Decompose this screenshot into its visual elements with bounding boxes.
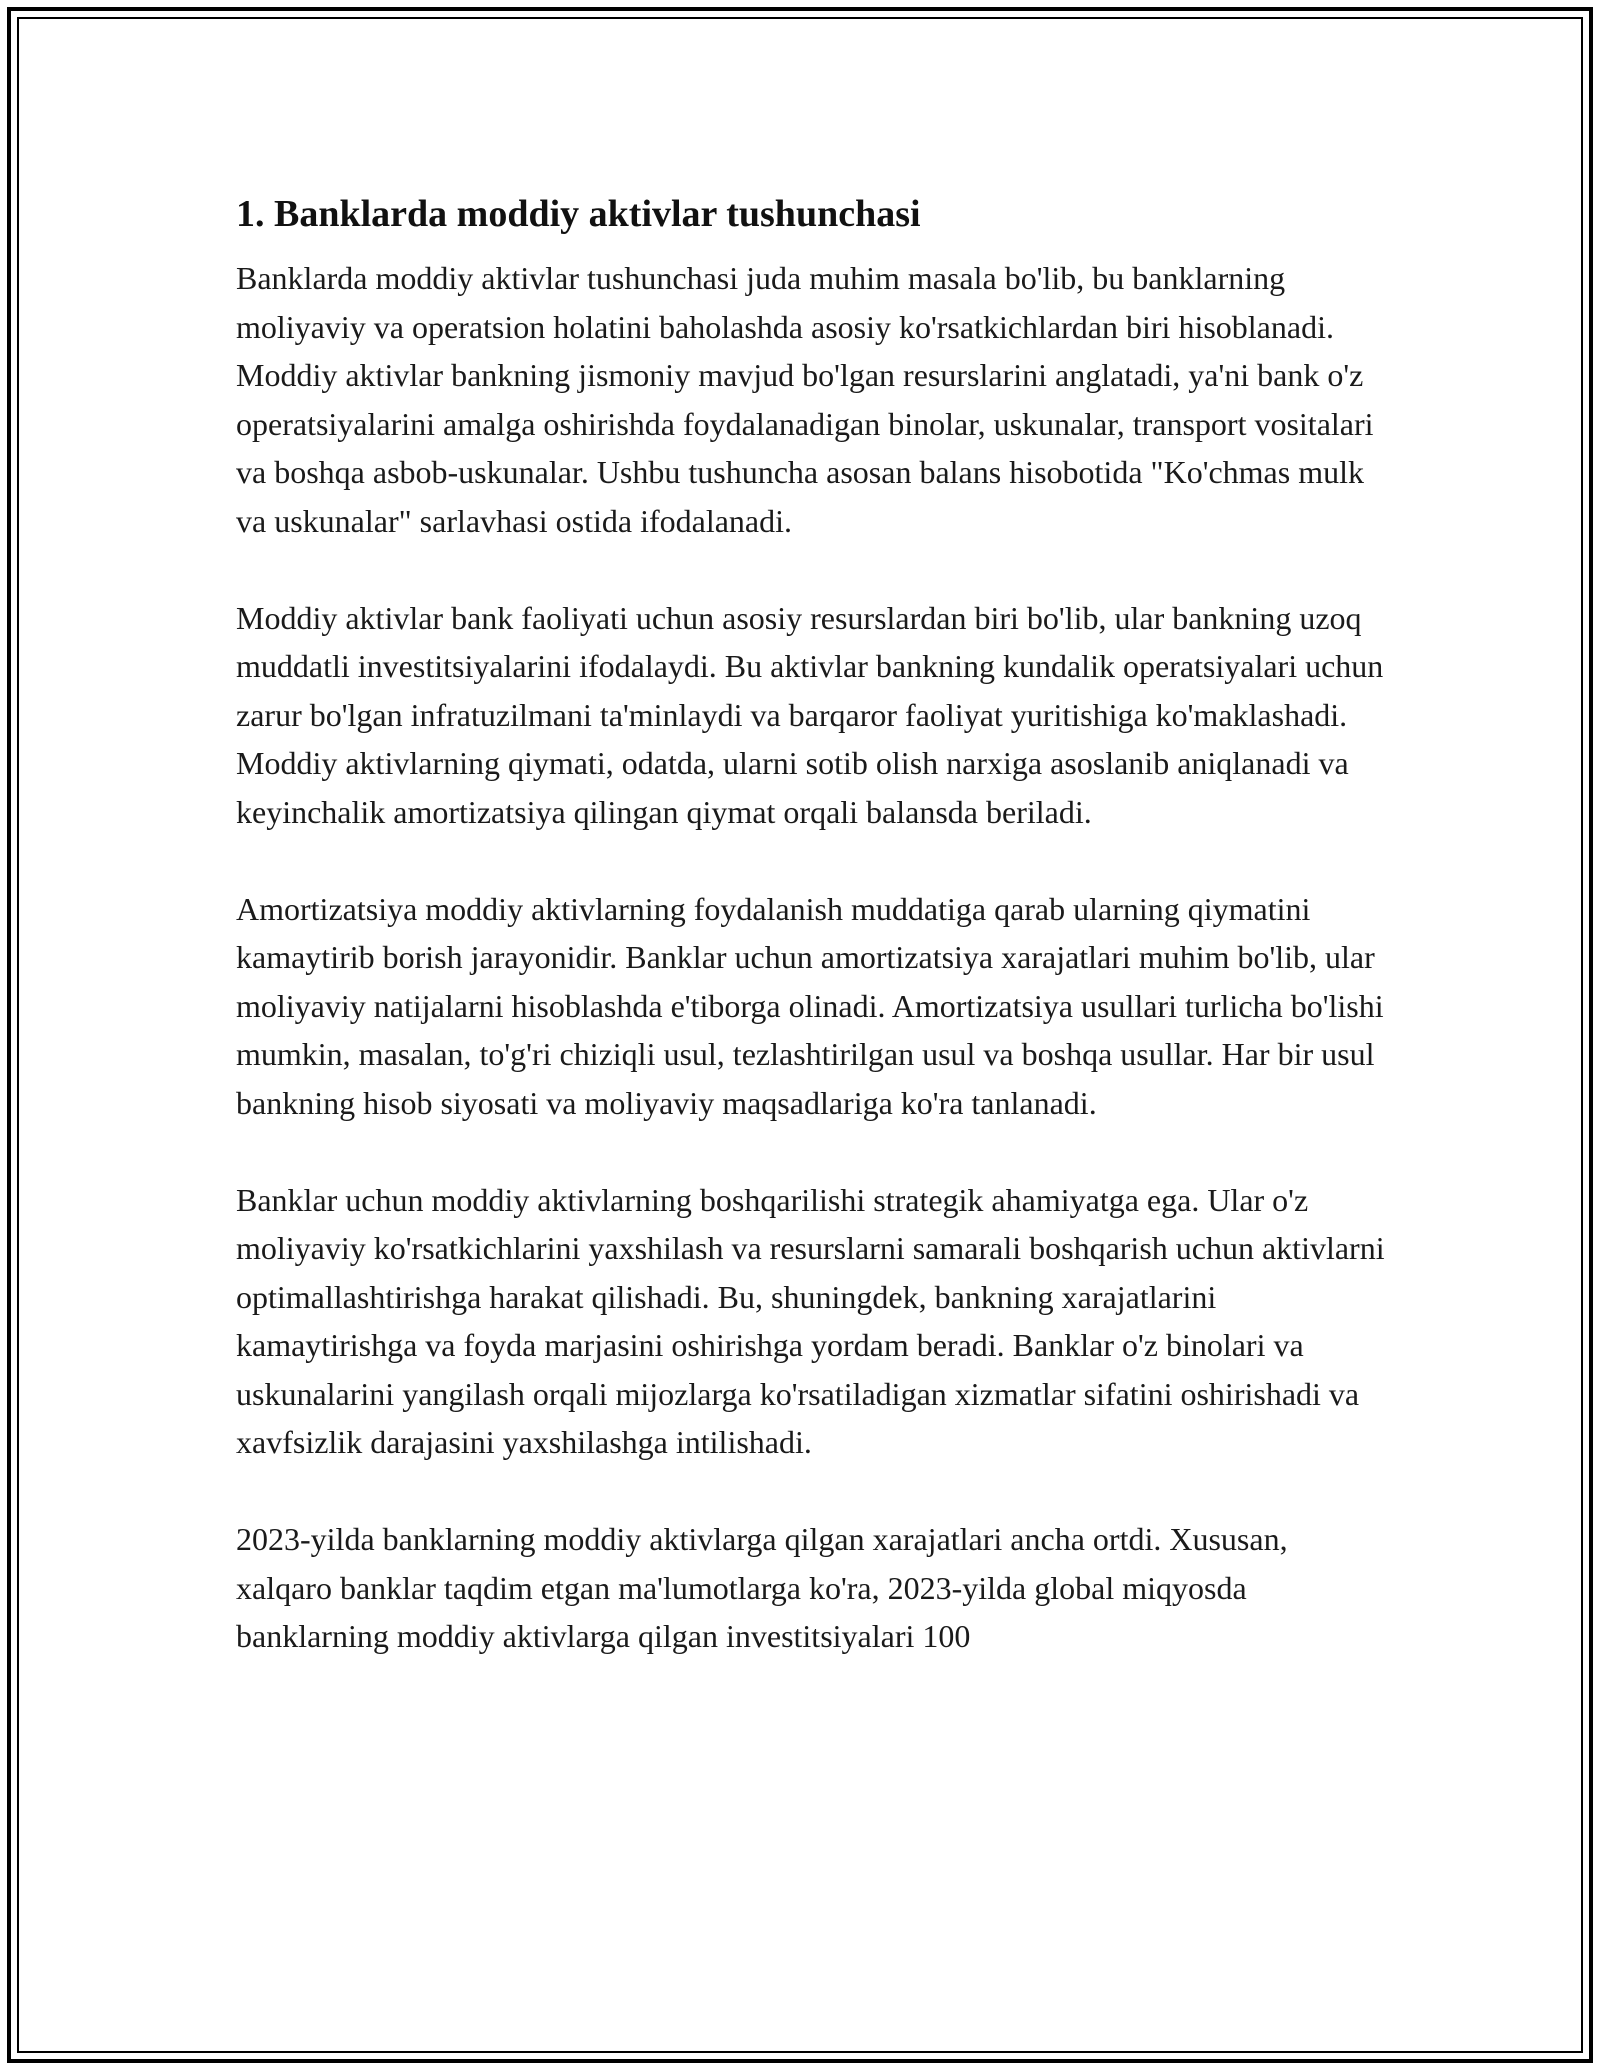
paragraph: Banklar uchun moddiy aktivlarning boshqarilishi strategik ahamiyatga ega. Ular o'z moliyaviy ko'rsatkichlarini yaxshilash va resurslarni samarali boshqarish uchun aktivlarni optimallashtirishga harakat qilishadi. Bu, shuningdek, bankning xarajatlarini kamaytirishga va foyda marjasini oshirishga yordam beradi. Banklar o'z binolari va uskunalarini yangilash orqali mijozlarga ko'rsatiladigan xizmatlar sifatini oshirishadi va xavfsizlik darajasini yaxshilashga intilishadi. <box>236 1181 1385 1460</box>
paragraph: Amortizatsiya moddiy aktivlarning foydalanish muddatiga qarab ularning qiymatini kamaytirib borish jarayonidir. Banklar uchun amortizatsiya xarajatlari muhim bo'lib, ular moliyaviy natijalarni hisoblashda e'tiborga olinadi. Amortizatsiya usullari turlicha bo'lishi mumkin, masalan, to'g'ri chiziqli usul, tezlashtirilgan usul va boshqa usullar. Har bir usul bankning hisob siyosati va moliyaviy maqsadlariga ko'ra tanlanadi. <box>236 890 1384 1121</box>
document-body <box>236 186 1386 1709</box>
paragraph: Moddiy aktivlar bank faoliyati uchun asosiy resurslardan biri bo'lib, ular bankning uzoq muddatli investitsiyalarini ifodalaydi. Bu aktivlar bankning kundalik operatsiyalari uchun zarur bo'lgan infratuzilmani ta'minlaydi va barqaror faoliyat yuritishiga ko'maklashadi. Moddiy aktivlarning qiymati, odatda, ularni sotib olish narxiga asoslanib aniqlanadi va keyinchalik amortizatsiya qilingan qiymat orqali balansda beriladi. <box>236 599 1384 830</box>
paragraph: Banklarda moddiy aktivlar tushunchasi juda muhim masala bo'lib, bu banklarning moliyaviy va operatsion holatini baholashda asosiy ko'rsatkichlardan biri hisoblanadi. Moddiy aktivlar bankning jismoniy mavjud bo'lgan resurslarini anglatadi, ya'ni bank o'z operatsiyalarini amalga oshirishda foydalanadigan binolar, uskunalar, transport vositalari va boshqa asbob-uskunalar. Ushbu tushuncha asosan balans hisobotida "Ko'chmas mulk va uskunalar" sarlavhasi ostida ifodalanadi. <box>236 260 1374 539</box>
paragraph: 2023-yilda banklarning moddiy aktivlarga qilgan xarajatlari ancha ortdi. Xususan, xalqaro banklar taqdim etgan ma'lumotlarga ko'ra, 2023-yilda global miqyosda banklarning moddiy aktivlarga qilgan investitsiyalari 100 <box>236 1521 1288 1654</box>
section-heading: 1. Banklarda moddiy aktivlar tushunchasi <box>236 193 921 235</box>
